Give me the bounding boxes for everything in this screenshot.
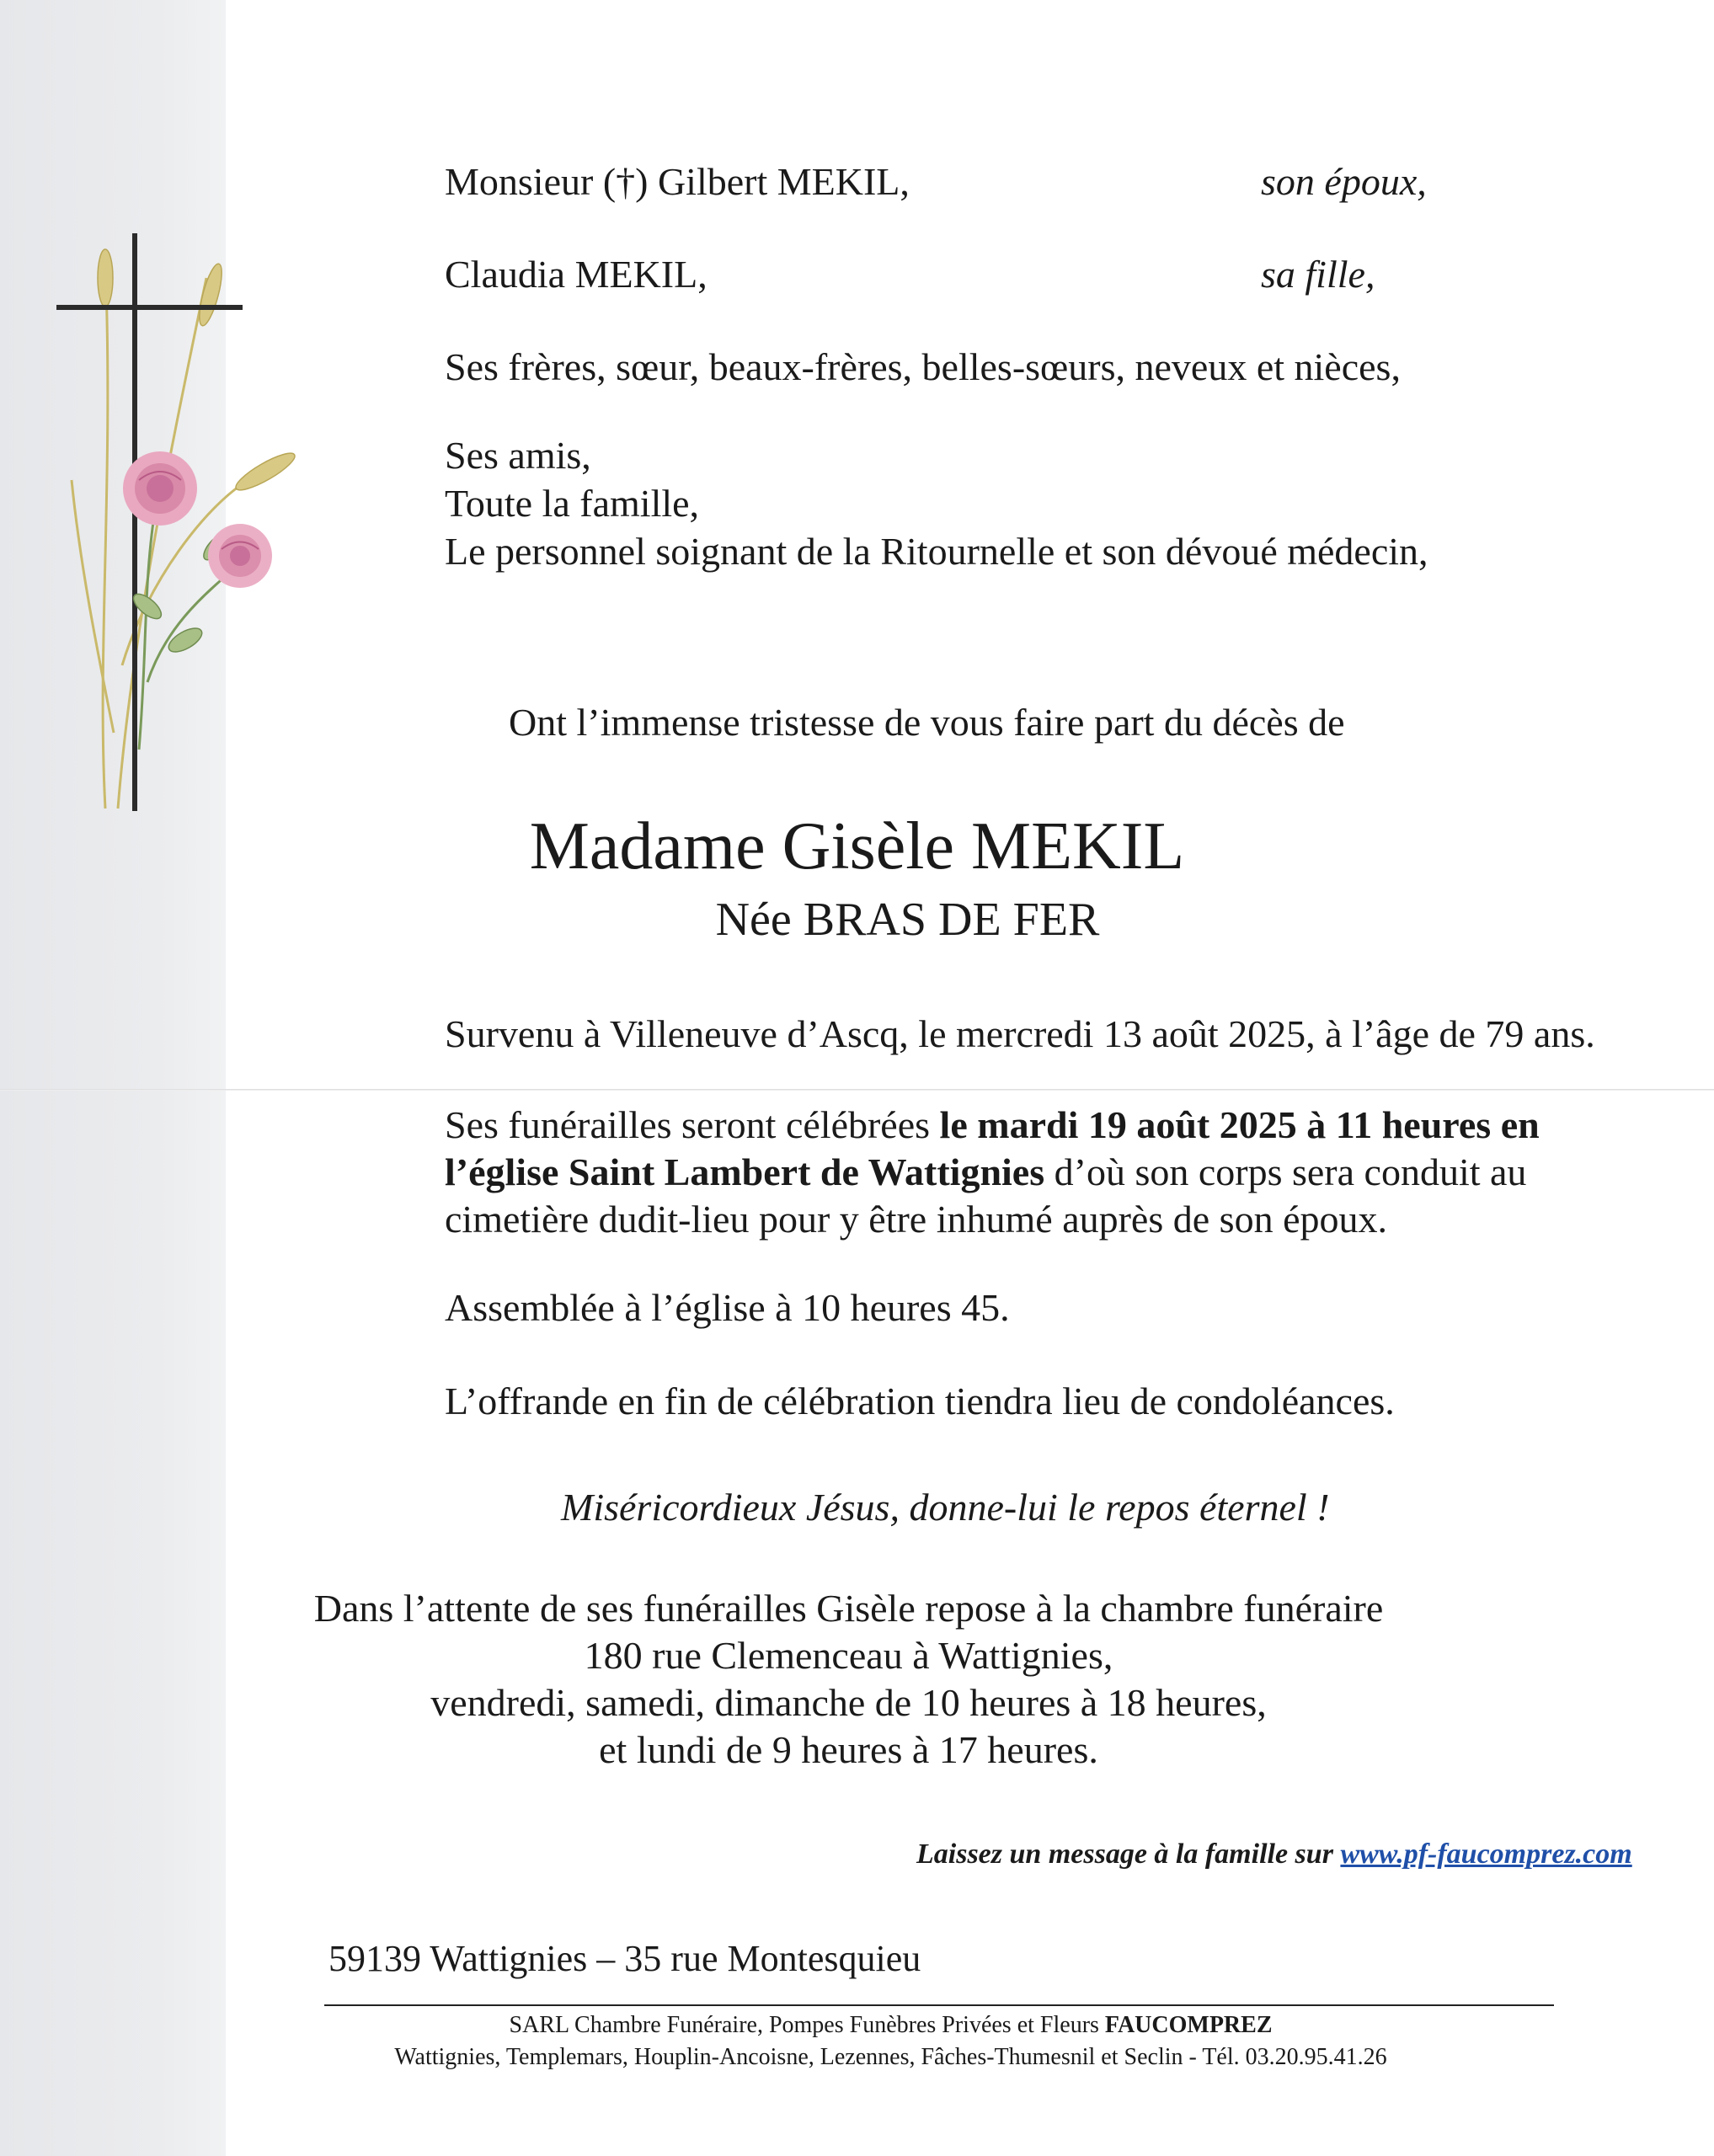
- footer-line-1: SARL Chambre Funéraire, Pompes Funèbres Privées et Fleurs FAUCOMPREZ: [509, 2012, 1273, 2038]
- family-line-friends: Ses amis,: [445, 434, 591, 477]
- rose-icon-1: [123, 451, 197, 526]
- footer-line-2: Wattignies, Templemars, Houplin-Ancoisne, Lezennes, Fâches-Thumesnil et Seclin - Tél. 03.20.95.41.26: [394, 2044, 1387, 2070]
- family-role-daughter: sa fille,: [1261, 253, 1375, 296]
- announcement-text: Ont l’immense tristesse de vous faire part du décès de: [509, 701, 1345, 744]
- offering-note: L’offrande en fin de célébration tiendra lieu de condoléances.: [445, 1380, 1395, 1422]
- visitation-line-4: et lundi de 9 heures à 17 heures.: [599, 1728, 1098, 1771]
- footer-divider: [324, 2004, 1554, 2006]
- family-line-siblings: Ses frères, sœur, beaux-frères, belles-sœurs, neveux et nièces,: [445, 345, 1401, 388]
- assembly-time: Assemblée à l’église à 10 heures 45.: [445, 1286, 1010, 1329]
- message-line: Laissez un message à la famille sur www.pf-faucomprez.com: [916, 1838, 1632, 1870]
- business-address: 59139 Wattignies – 35 rue Montesquieu: [328, 1938, 921, 1979]
- prayer-text: Miséricordieux Jésus, donne-lui le repos éternel !: [561, 1486, 1330, 1529]
- visitation-line-1: Dans l’attente de ses funérailles Gisèle repose à la chambre funéraire: [313, 1587, 1384, 1630]
- funeral-line-2: l’église Saint Lambert de Wattignies d’où son corps sera conduit au: [445, 1150, 1527, 1193]
- deceased-name: Madame Gisèle MEKIL: [529, 809, 1185, 883]
- family-role-husband: son époux,: [1261, 160, 1427, 203]
- deceased-maiden-name: Née BRAS DE FER: [715, 894, 1100, 946]
- fold-line: [0, 1089, 1714, 1091]
- family-line-family: Toute la famille,: [445, 482, 700, 525]
- family-line-daughter: Claudia MEKIL,: [445, 253, 707, 296]
- death-info: Survenu à Villeneuve d’Ascq, le mercredi 13 août 2025, à l’âge de 79 ans.: [445, 1012, 1595, 1055]
- wheat-ears-icon: [98, 249, 299, 496]
- funeral-line-3: cimetière dudit-lieu pour y être inhumé auprès de son époux.: [445, 1198, 1387, 1241]
- visitation-line-3: vendredi, samedi, dimanche de 10 heures à 18 heures,: [430, 1681, 1267, 1724]
- visitation-line-2: 180 rue Clemenceau à Wattignies,: [584, 1634, 1113, 1677]
- rose-icon-2: [208, 524, 272, 588]
- website-link[interactable]: www.pf-faucomprez.com: [1340, 1838, 1632, 1870]
- cross-flowers-illustration: [46, 227, 299, 817]
- funeral-line-1: Ses funérailles seront célébrées le mardi 19 août 2025 à 11 heures en: [445, 1103, 1540, 1146]
- family-line-staff: Le personnel soignant de la Ritournelle et son dévoué médecin,: [445, 530, 1428, 573]
- family-line-husband: Monsieur (†) Gilbert MEKIL,: [445, 160, 910, 203]
